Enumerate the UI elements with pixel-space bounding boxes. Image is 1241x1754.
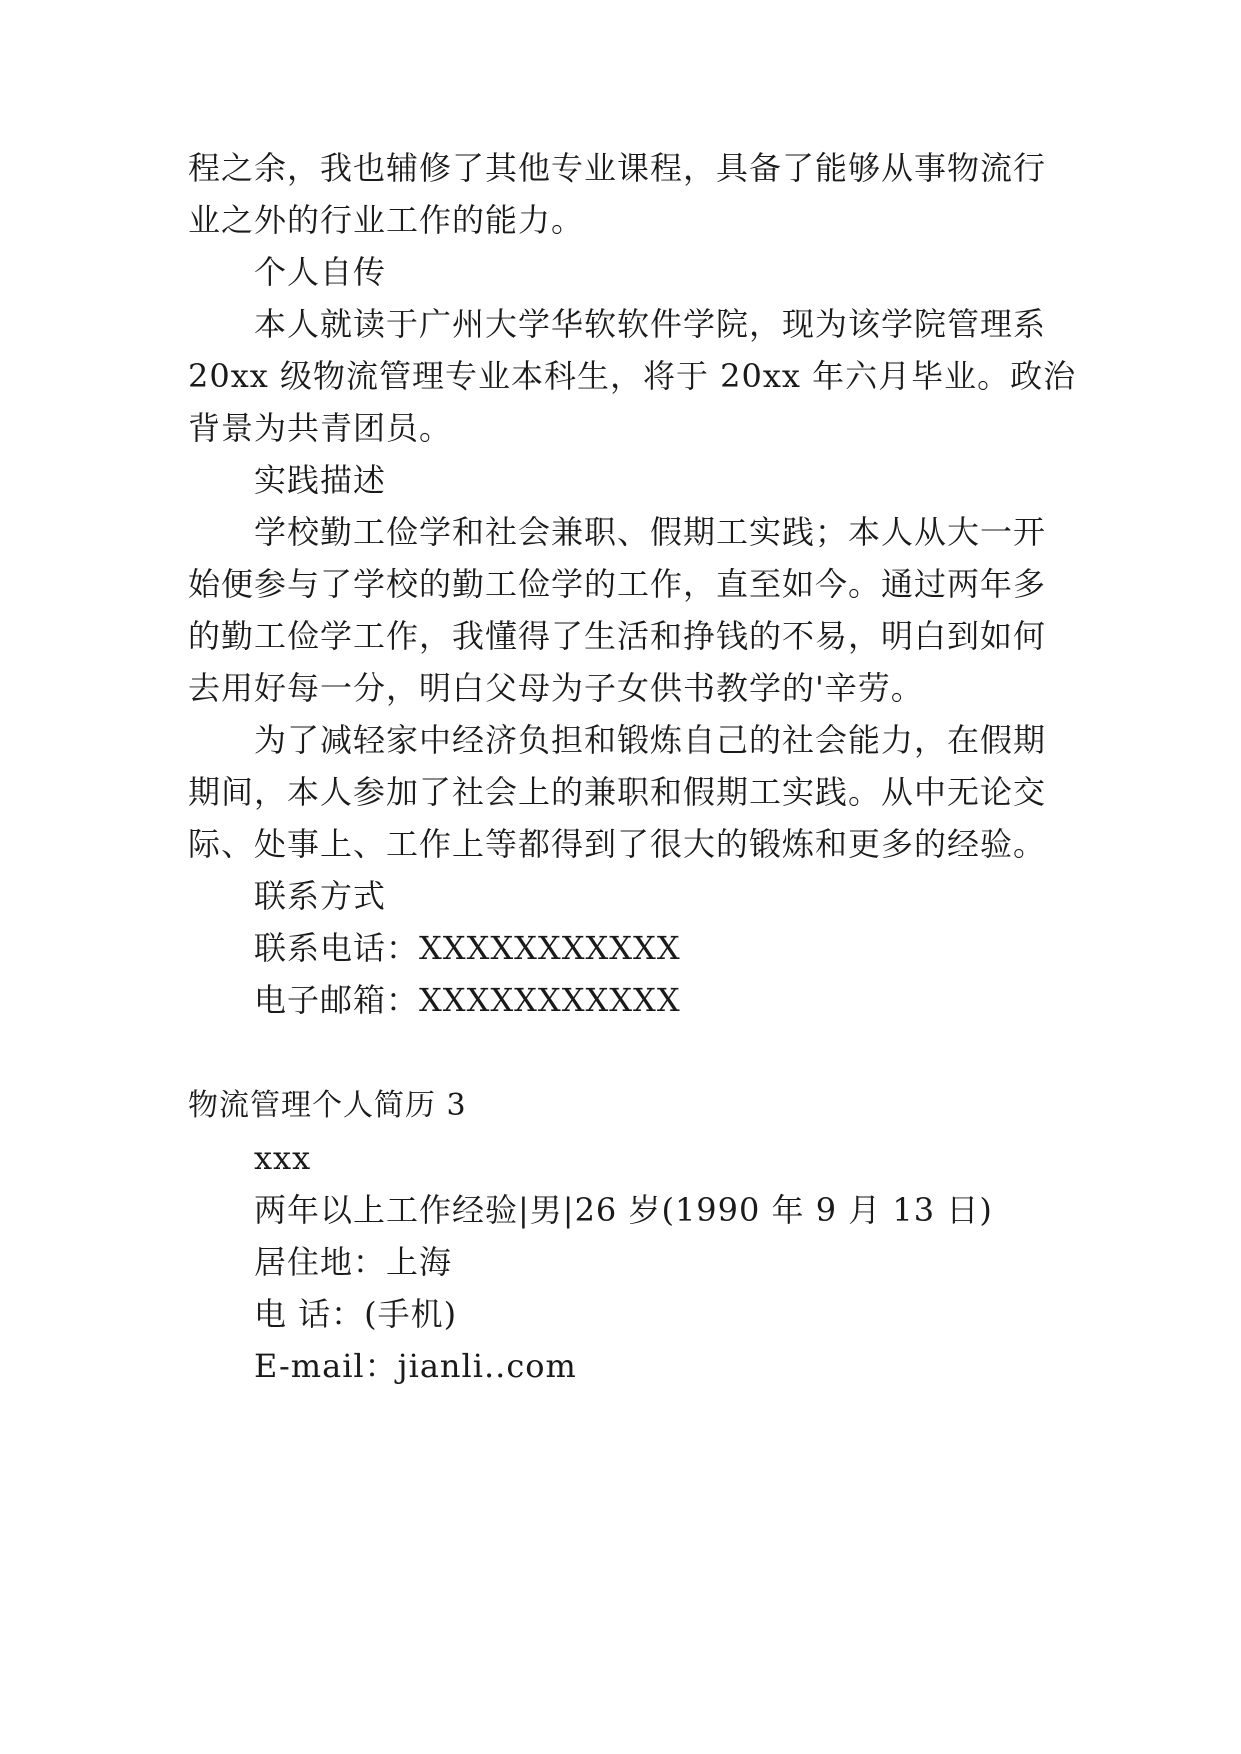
- resume-residence: 居住地：上海: [254, 1243, 453, 1281]
- resume-email: E-mail：jianli..com: [254, 1347, 577, 1385]
- contact-email: 电子邮箱：XXXXXXXXXXX: [254, 981, 681, 1019]
- paragraph-line: 去用好每一分，明白父母为子女供书教学的'辛劳。: [188, 669, 924, 707]
- paragraph-line: 背景为共青团员。: [188, 409, 453, 447]
- paragraph-line: 为了减轻家中经济负担和锻炼自己的社会能力，在假期: [254, 721, 1047, 759]
- section-heading-practice: 实践描述: [254, 461, 387, 499]
- section-heading-contact: 联系方式: [254, 877, 387, 915]
- contact-phone: 联系电话：XXXXXXXXXXX: [254, 929, 681, 967]
- paragraph-line: 业之外的行业工作的能力。: [188, 201, 585, 239]
- paragraph-line: 始便参与了学校的勤工俭学的工作，直至如今。通过两年多: [188, 565, 1047, 603]
- resume-title: 物流管理个人简历 3: [188, 1088, 467, 1123]
- paragraph-line: 的勤工俭学工作，我懂得了生活和挣钱的不易，明白到如何: [188, 617, 1047, 655]
- paragraph-line: 程之余，我也辅修了其他专业课程，具备了能够从事物流行: [188, 149, 1047, 187]
- resume-phone: 电 话：(手机): [254, 1295, 458, 1333]
- paragraph-line: 学校勤工俭学和社会兼职、假期工实践；本人从大一开: [254, 513, 1047, 551]
- paragraph-line: 际、处事上、工作上等都得到了很大的锻炼和更多的经验。: [188, 825, 1047, 863]
- paragraph-line: 期间，本人参加了社会上的兼职和假期工实践。从中无论交: [188, 773, 1047, 811]
- paragraph-line: 本人就读于广州大学华软软件学院，现为该学院管理系: [254, 305, 1047, 343]
- section-heading-autobiography: 个人自传: [254, 253, 387, 291]
- paragraph-line: 20xx 级物流管理专业本科生，将于 20xx 年六月毕业。政治: [188, 357, 1077, 395]
- resume-summary: 两年以上工作经验|男|26 岁(1990 年 9 月 13 日): [254, 1191, 993, 1229]
- resume-name: xxx: [254, 1139, 312, 1177]
